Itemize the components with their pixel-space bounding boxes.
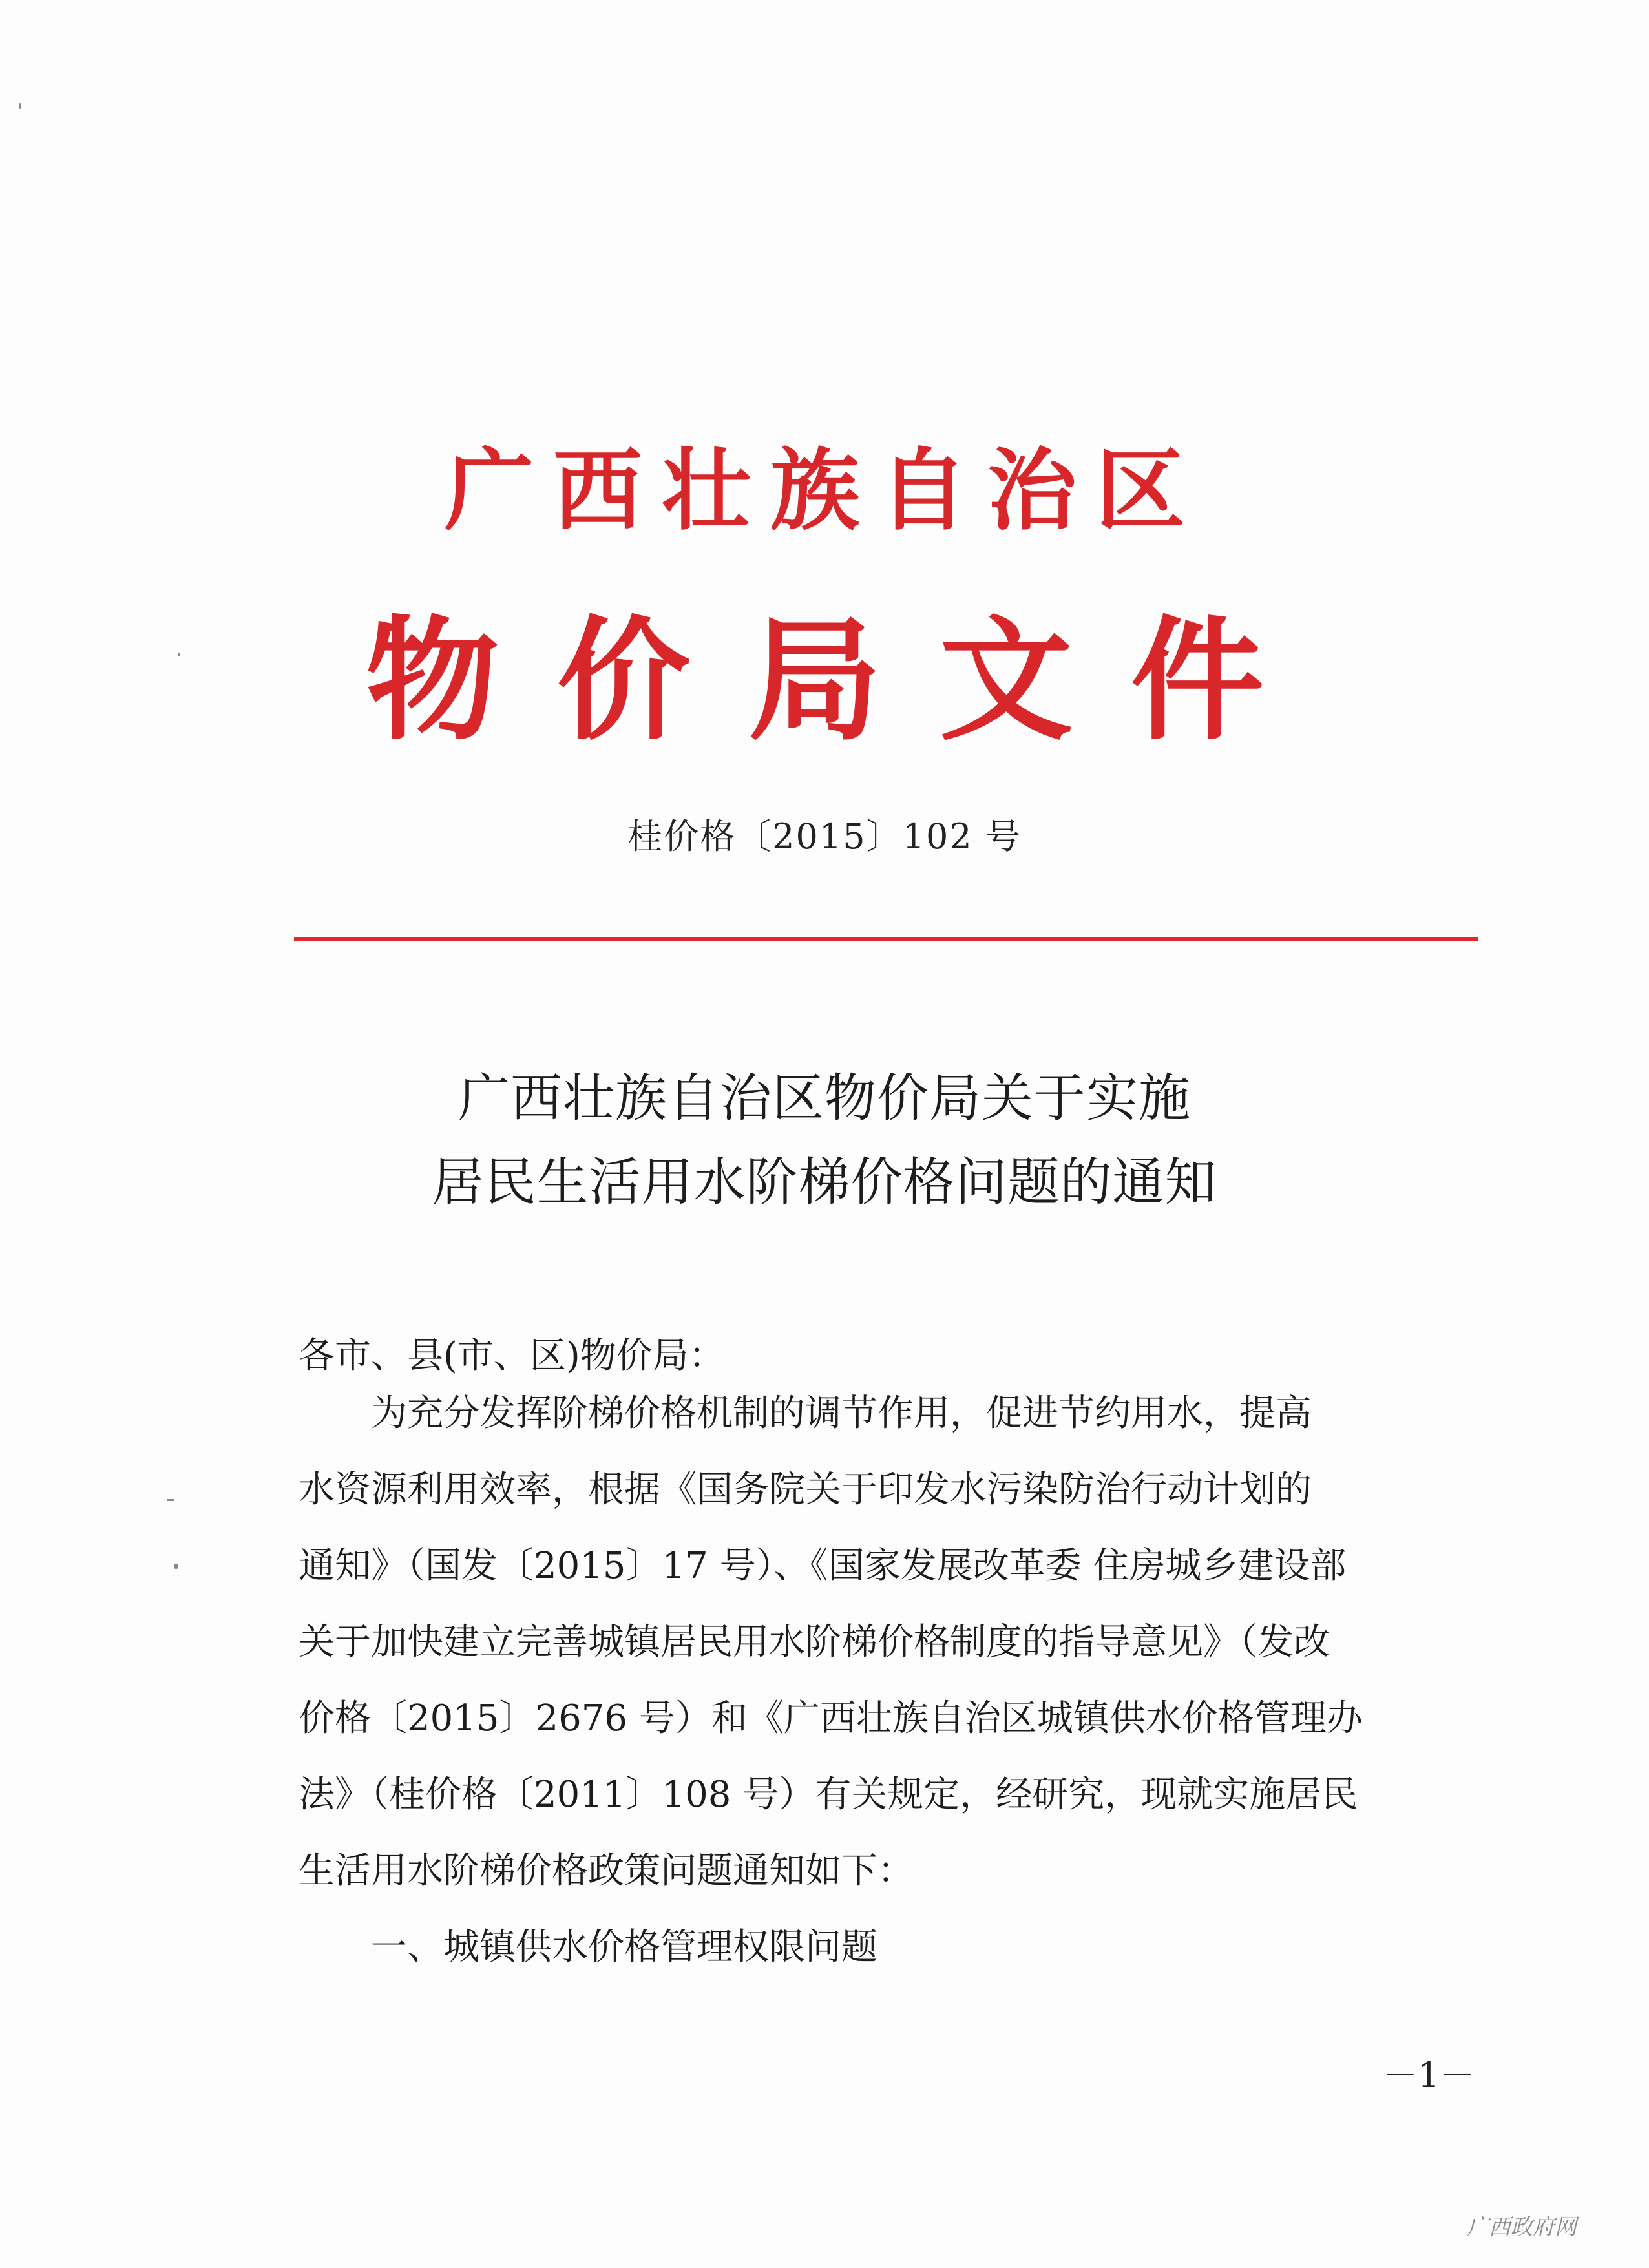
scan-speck	[178, 653, 180, 656]
source-watermark: 广西政府网	[1467, 2214, 1577, 2240]
paragraph-line: 生活用水阶梯价格政策问题通知如下：	[299, 1850, 914, 1892]
paragraph-line: 关于加快建立完善城镇居民用水阶梯价格制度的指导意见》（发改	[299, 1621, 1330, 1663]
salutation: 各市、县(市、区)物价局：	[299, 1335, 725, 1377]
paragraph-line: 法》（桂价格〔2011〕108 号）有关规定，经研究，现就实施居民	[299, 1774, 1358, 1816]
paragraph-line: 水资源利用效率，根据《国务院关于印发水污染防治行动计划的	[299, 1469, 1312, 1511]
scan-speck	[174, 1564, 178, 1569]
issuer-name: 广西壮族自治区	[444, 437, 1204, 543]
red-separator-rule	[294, 937, 1478, 941]
document-number: 桂价格〔2015〕102 号	[627, 816, 1022, 857]
page-number: －1－	[1383, 2055, 1475, 2095]
paragraph-line: 为充分发挥阶梯价格机制的调节作用，促进节约用水，提高	[299, 1392, 1312, 1434]
notice-title-line-2: 居民生活用水阶梯价格问题的通知	[432, 1152, 1217, 1212]
paragraph-line: 通知》（国发〔2015〕17 号）、《国家发展改革委 住房城乡建设部	[299, 1545, 1347, 1587]
paragraph-line: 价格〔2015〕2676 号）和《广西壮族自治区城镇供水价格管理办	[299, 1697, 1363, 1739]
notice-title-line-1: 广西壮族自治区物价局关于实施	[458, 1068, 1191, 1128]
document-type-heading: 物价局文件	[365, 602, 1322, 759]
scan-speck	[19, 103, 21, 109]
scan-speck	[167, 1499, 174, 1501]
section-heading: 一、城镇供水价格管理权限问题	[299, 1926, 877, 1968]
